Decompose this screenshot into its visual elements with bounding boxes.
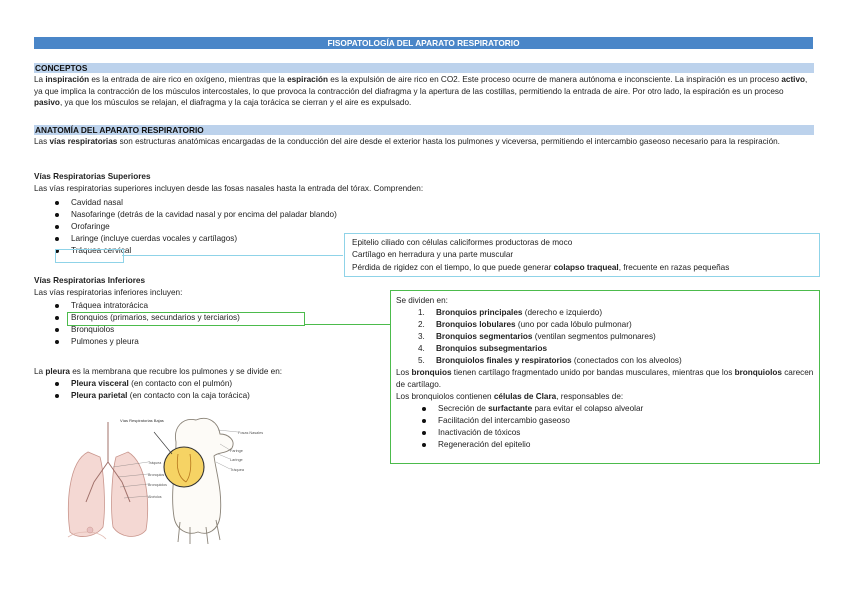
svg-text:Alvéolos: Alvéolos bbox=[148, 495, 162, 499]
pleura-list bbox=[34, 378, 354, 402]
figure-label: Tráquea bbox=[230, 468, 245, 472]
anatomia-paragraph: Las vías respiratorias son estructuras anatómicas encargadas de la conducción del aire desde el exterior hasta los pulmones y viceversa, permitiendo el intercambio gaseoso necesario para la respiración. bbox=[34, 137, 780, 146]
list-item: 3. Bronquios segmentarios (ventilan segmentos pulmonares) bbox=[418, 332, 656, 341]
bronquios-intro: Se dividen en: bbox=[396, 296, 448, 305]
list-item: Pleura visceral (en contacto con el pulmón) bbox=[34, 378, 354, 390]
inferiores-intro: Las vías respiratorias inferiores incluyen: bbox=[34, 288, 183, 297]
list-item: Regeneración del epitelio bbox=[401, 439, 816, 451]
respiratory-anatomy-figure bbox=[58, 412, 280, 550]
traquea-info-line: Cartílago en herradura y una parte muscular bbox=[352, 250, 514, 260]
list-item: Inactivación de tóxicos bbox=[401, 427, 816, 439]
svg-text:Bronquiolos: Bronquiolos bbox=[148, 483, 167, 487]
bronquios-paragraph: Los bronquios tienen cartílago fragmentado unido por bandas musculares, mientras que los bronquiolos carecen de cartílago. bbox=[396, 368, 814, 389]
list-item: Pulmones y pleura bbox=[34, 336, 354, 348]
document-title: FISOPATOLOGÍA DEL APARATO RESPIRATORIO bbox=[34, 37, 813, 49]
list-item: Tráquea intratorácica bbox=[34, 300, 354, 312]
superiores-heading: Vías Respiratorias Superiores bbox=[34, 172, 151, 181]
clara-functions-list bbox=[401, 403, 816, 451]
section-heading-conceptos: CONCEPTOS bbox=[34, 63, 814, 73]
traquea-info-box bbox=[344, 233, 820, 277]
list-item: Facilitación del intercambio gaseoso bbox=[401, 415, 816, 427]
list-item: Bronquiolos bbox=[34, 324, 354, 336]
section-heading-anatomia: ANATOMÍA DEL APARATO RESPIRATORIO bbox=[34, 125, 814, 135]
list-item: 5. Bronquiolos finales y respiratorios (conectados con los alveolos) bbox=[418, 356, 682, 365]
svg-text:Tráquea: Tráquea bbox=[148, 461, 162, 465]
connector-line bbox=[122, 255, 343, 256]
list-item: 1. Bronquios principales (derecho e izquierdo) bbox=[418, 308, 603, 317]
conceptos-paragraph: La inspiración es la entrada de aire rico en oxígeno, mientras que la espiración es la expulsión de aire rico en CO2. Este proceso ocurre de manera autónoma e inconsciente. La inspiración es un proceso activo, ya que implica la contracción de los músculos intercostales, lo que provoca la contracción del diafragma y la apertura de las costillas, permitiendo la entrada de aire. Por otro lado, la espiración es un proceso pasivo, ya que los músculos se relajan, el diafragma y la caja torácica se cierran y el aire es expulsado. bbox=[34, 75, 808, 107]
figure-label: Fosas Nasales bbox=[238, 431, 264, 435]
figure-title: Vías Respiratorias Bajas bbox=[120, 418, 164, 423]
traquea-info-line: Pérdida de rigidez con el tiempo, lo que puede generar colapso traqueal, frecuente en razas pequeñas bbox=[352, 262, 730, 272]
bronquios-info-box bbox=[390, 290, 820, 464]
list-item: Nasofaringe (detrás de la cavidad nasal y por encima del paladar blando) bbox=[34, 209, 354, 221]
bronquios-division-list bbox=[396, 307, 816, 367]
connector-line bbox=[304, 324, 390, 325]
list-item: 4. Bronquios subsegmentarios bbox=[418, 344, 548, 353]
list-item: Tráquea cervical bbox=[34, 245, 354, 257]
pleura-paragraph: La pleura es la membrana que recubre los pulmones y se divide en: bbox=[34, 367, 283, 376]
list-item: Secreción de surfactante para evitar el colapso alveolar bbox=[401, 403, 816, 415]
list-item: Bronquios (primarios, secundarios y terciarios) bbox=[34, 312, 354, 324]
figure-label: Faringe bbox=[230, 449, 243, 453]
list-item: 2. Bronquios lobulares (uno por cada lóbulo pulmonar) bbox=[418, 320, 632, 329]
traquea-cervical-highlight bbox=[55, 249, 124, 263]
clara-paragraph: Los bronquiolos contienen células de Clara, responsables de: bbox=[396, 392, 624, 401]
superiores-intro: Las vías respiratorias superiores incluyen desde las fosas nasales hasta la entrada del tórax. Comprenden: bbox=[34, 184, 424, 193]
list-item: Laringe (incluye cuerdas vocales y cartílagos) bbox=[34, 233, 354, 245]
list-item: Orofaringe bbox=[34, 221, 354, 233]
left-lung-shape bbox=[68, 452, 104, 537]
inferiores-heading: Vías Respiratorias Inferiores bbox=[34, 276, 146, 285]
svg-text:Bronquios: Bronquios bbox=[148, 473, 165, 477]
list-item: Pleura parietal (en contacto con la caja torácica) bbox=[34, 390, 354, 402]
bronquios-highlight bbox=[67, 312, 305, 326]
figure-label: Laringe bbox=[230, 458, 243, 462]
traquea-info-line: Epitelio ciliado con células caliciformes productoras de moco bbox=[352, 238, 573, 247]
superiores-list bbox=[34, 197, 354, 257]
list-item: Cavidad nasal bbox=[34, 197, 354, 209]
